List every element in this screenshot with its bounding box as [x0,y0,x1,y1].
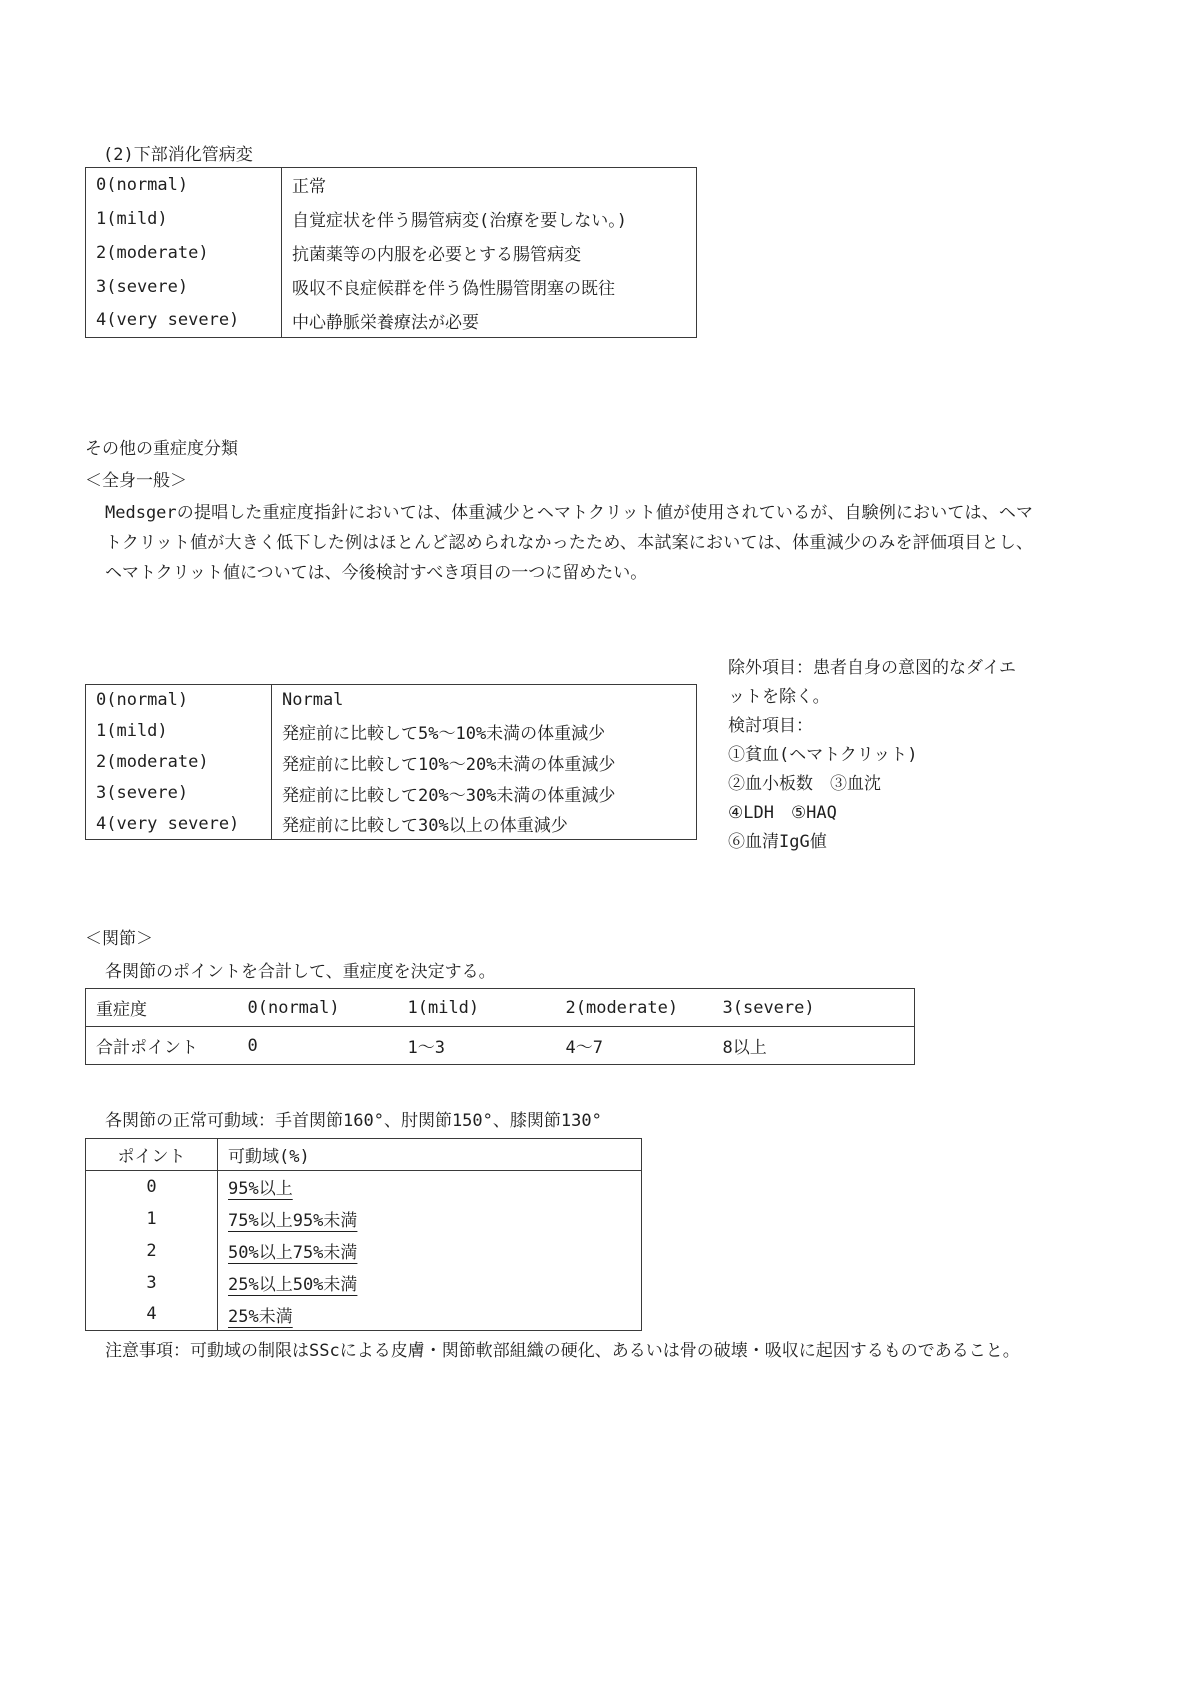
lower-gi-table [85,167,697,338]
description-cell: 中心静脈栄養療法が必要 [292,312,479,333]
point-cell: 0 [86,1171,218,1203]
table-row [86,809,697,840]
description-cell: 発症前に比較して30%以上の体重減少 [282,816,568,837]
description-cell: Normal [282,690,344,711]
table-row [86,716,697,747]
lower-gi-section-title: (2)下部消化管病変 [103,145,253,165]
review-item-4-5: ④LDH ⑤HAQ [728,803,837,823]
table-row [86,778,697,809]
range-text: 25%未満 [228,1306,293,1327]
joints-intro: 各関節のポイントを合計して、重症度を決定する。 [105,962,496,982]
value-cell: 合計ポイント [96,1038,198,1058]
description-cell: 発症前に比較して20%～30%未満の体重減少 [282,785,616,806]
description-cell: 発症前に比較して10%～20%未満の体重減少 [282,754,616,775]
review-item-6: ⑥血清IgG値 [728,832,827,852]
table-header-row [86,1139,642,1171]
table-header-row [86,989,915,1027]
weight-loss-table [85,684,697,840]
grade-cell: 3(severe) [86,270,282,304]
point-cell: 2 [86,1235,218,1267]
grade-cell: 3(severe) [86,778,272,809]
range-cell [218,1299,642,1331]
table-row [86,685,697,716]
table-row [86,1267,642,1299]
grade-cell: 2(moderate) [86,747,272,778]
grade-cell: 4(very severe) [86,809,272,840]
general-subheading: ＜全身一般＞ [85,471,187,491]
header-cell: 3(severe) [713,989,915,1027]
range-text: 25%以上50%未満 [228,1275,358,1295]
points-table-container [85,1138,642,1331]
range-text: 95%以上 [228,1179,293,1200]
table-row [86,304,697,338]
header-cell: 2(moderate) [556,989,713,1027]
description-cell: 自覚症状を伴う腸管病変(治療を要しない。) [292,211,627,231]
other-severity-heading: その他の重症度分類 [85,439,238,459]
grade-cell: 2(moderate) [86,236,282,270]
range-cell [218,1235,642,1267]
review-item-2-3: ②血小板数 ③血沈 [728,774,881,794]
lower-gi-table-container [85,167,697,338]
value-cell: 4～7 [565,1038,603,1058]
table-row [86,1299,642,1331]
joint-severity-table [85,988,915,1065]
description-cell: 抗菌薬等の内服を必要とする腸管病変 [292,245,581,265]
general-paragraph: Medsgerの提唱した重症度指針においては、体重減少とヘマトクリット値が使用されているが、自験例においては、ヘマトクリット値が大きく低下した例はほとんど認められなかったため、本試案においては、体重減少のみを評価項目とし、ヘマトクリット値については、今後検討すべき項目の一つに留めたい。 [105,503,1033,583]
grade-cell: 0(normal) [86,685,272,716]
header-cell: 可動域(%) [218,1139,642,1171]
grade-cell: 1(mild) [86,716,272,747]
grade-cell: 1(mild) [86,202,282,236]
header-cell: 0(normal) [238,989,398,1027]
points-table [85,1138,642,1331]
header-cell: 1(mild) [398,989,556,1027]
caution-note: 注意事項：可動域の制限はSScによる皮膚・関節軟部組織の硬化、あるいは骨の破壊・吸収に起因するものであること。 [105,1341,1020,1361]
value-cell: 1～3 [407,1038,445,1058]
range-of-motion-note: 各関節の正常可動域：手首関節160°、肘関節150°、膝関節130° [105,1111,602,1131]
weight-loss-table-container [85,684,697,840]
point-cell: 4 [86,1299,218,1331]
point-cell: 3 [86,1267,218,1299]
exclusion-note: 除外項目：患者自身の意図的なダイエットを除く。 [728,658,1016,707]
grade-cell: 0(normal) [86,168,282,202]
value-cell: 0 [247,1035,258,1056]
description-cell: 正常 [292,177,326,198]
table-row [86,747,697,778]
table-row [86,202,697,236]
table-row [86,1171,642,1203]
header-cell: 重症度 [86,989,238,1027]
range-cell [218,1267,642,1299]
joint-severity-table-container [85,988,915,1065]
point-cell: 1 [86,1203,218,1235]
table-row [86,168,697,202]
side-notes [728,654,1030,857]
range-text: 75%以上95%未満 [228,1211,358,1231]
table-row [86,270,697,304]
description-cell: 発症前に比較して5%～10%未満の体重減少 [282,723,606,744]
table-row [86,236,697,270]
review-item-1: ①貧血(ヘマトクリット) [728,745,918,765]
table-row [86,1027,915,1065]
table-row [86,1203,642,1235]
review-items-label: 検討項目： [728,716,813,736]
range-cell [218,1203,642,1235]
range-cell [218,1171,642,1203]
grade-cell: 4(very severe) [86,304,282,338]
joints-subheading: ＜関節＞ [85,929,153,949]
value-cell: 8以上 [722,1038,767,1058]
table-row [86,1235,642,1267]
header-cell: ポイント [86,1139,218,1171]
description-cell: 吸収不良症候群を伴う偽性腸管閉塞の既往 [292,279,615,299]
range-text: 50%以上75%未満 [228,1243,358,1263]
